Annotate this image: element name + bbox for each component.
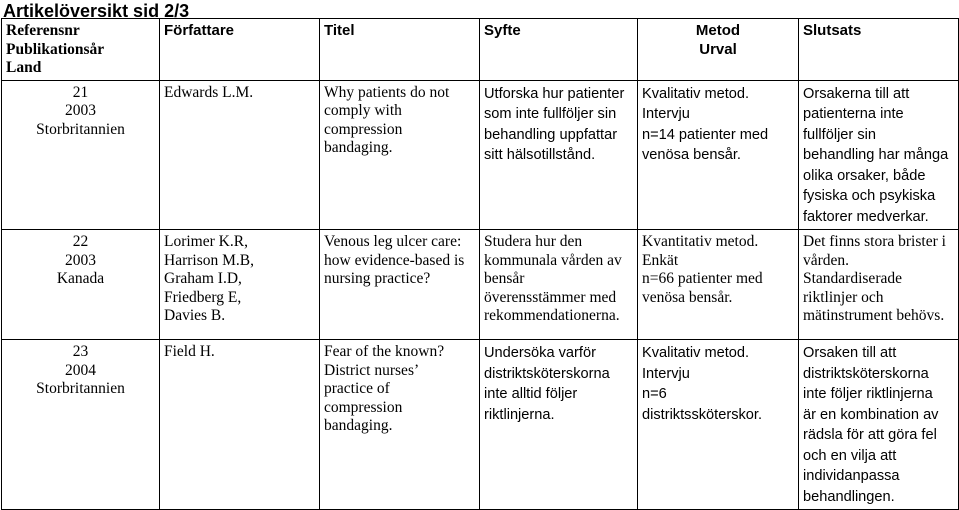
- cell-line: individanpassa: [803, 468, 900, 484]
- cell-line: rekommendationerna.: [484, 307, 620, 324]
- header-ref: [2, 19, 160, 81]
- cell-line: Orsaken till att: [803, 345, 897, 361]
- cell-line: Intervju: [642, 106, 690, 122]
- cell-method: [638, 340, 799, 510]
- cell-conclusion: [799, 230, 959, 340]
- cell-line: och en vilja att: [803, 447, 897, 464]
- cell-line: inte alltid följer: [484, 386, 578, 402]
- cell-line: bandaging.: [324, 417, 393, 434]
- cell-line: är en kombination av: [803, 406, 939, 423]
- cell-line: riktlinjer och: [803, 288, 884, 306]
- cell-line: som inte fullföljer sin: [484, 106, 617, 122]
- header-author: [160, 19, 320, 81]
- page-title: Artikelöversikt sid 2/3: [3, 1, 190, 21]
- cell-line: vården.: [803, 251, 850, 269]
- cell-line: Edwards L.M.: [164, 83, 254, 101]
- cell-purpose: [480, 80, 638, 230]
- cell-line: Harrison M.B,: [164, 251, 254, 269]
- header-method: [638, 19, 799, 81]
- cell-purpose: [480, 230, 638, 340]
- cell-line: behandlingen.: [803, 488, 895, 505]
- cell-line: venösa bensår.: [642, 147, 741, 163]
- cell-line: Field H.: [164, 343, 215, 360]
- cell-line: Kanada: [56, 270, 105, 287]
- cell-purpose: [480, 340, 638, 510]
- cell-line: practice of: [324, 380, 390, 397]
- cell-line: inte följer riktlinjerna: [803, 386, 933, 402]
- cell-method: [638, 230, 799, 340]
- cell-line: 21: [72, 83, 89, 101]
- header-purpose-label: Syfte: [484, 22, 521, 39]
- cell-line: Kvalitativ metod.: [642, 85, 750, 102]
- cell-line: faktorer medverkar.: [803, 208, 929, 225]
- cell-line: Standardiserade: [803, 270, 902, 287]
- cell-title: [320, 340, 480, 510]
- header-purpose: [480, 19, 638, 81]
- cell-line: Det finns stora brister i: [803, 233, 946, 250]
- cell-line: Lorimer K.R,: [164, 233, 248, 250]
- cell-line: 2004: [65, 361, 96, 379]
- cell-line: venösa bensår.: [642, 288, 733, 306]
- cell-line: how evidence-based is: [324, 251, 465, 269]
- cell-line: compression: [324, 398, 403, 416]
- cell-ref: [2, 340, 160, 510]
- cell-line: Enkät: [642, 251, 679, 269]
- cell-line: mätinstrument behövs.: [803, 307, 945, 324]
- cell-line: olika orsaker, både: [803, 167, 926, 184]
- cell-line: Storbritannien: [36, 380, 125, 397]
- cell-conclusion: [799, 340, 959, 510]
- cell-line: 2003: [65, 251, 96, 269]
- cell-author: [160, 340, 320, 510]
- cell-line: District nurses’: [324, 361, 420, 379]
- cell-line: sitt hälsotillstånd.: [484, 147, 596, 163]
- cell-line: riktlinjerna.: [484, 406, 555, 423]
- cell-line: compression: [324, 120, 403, 138]
- header-conclusion-label: Slutsats: [803, 22, 862, 39]
- cell-line: Orsakerna till att: [803, 85, 910, 102]
- cell-line: rädsla för att göra fel: [803, 427, 937, 443]
- cell-line: Kvantitativ metod.: [642, 233, 759, 250]
- cell-author: [160, 80, 320, 230]
- cell-line: Why patients do not: [324, 83, 450, 101]
- cell-line: behandling uppfattar: [484, 126, 618, 143]
- header-title-label: Titel: [324, 22, 355, 39]
- header-ref-line: Referensnr: [6, 22, 80, 39]
- cell-line: nursing practice?: [324, 270, 431, 287]
- cell-line: n=66 patienter med: [642, 270, 763, 287]
- header-author-label: Författare: [164, 22, 235, 39]
- cell-line: fullföljer sin: [803, 126, 876, 143]
- header-ref-line: Land: [6, 59, 42, 76]
- cell-line: överensstämmer med: [484, 288, 617, 306]
- cell-line: n=6: [642, 386, 667, 402]
- cell-title: [320, 80, 480, 230]
- table-header-row: [2, 19, 959, 81]
- cell-line: Undersöka varför: [484, 345, 596, 361]
- cell-line: patienterna inte: [803, 106, 904, 122]
- cell-line: Fear of the known?: [324, 343, 445, 360]
- cell-line: fysiska och psykiska: [803, 188, 936, 204]
- table-row: [2, 230, 959, 340]
- cell-line: 22: [72, 233, 89, 250]
- cell-line: Intervju: [642, 365, 690, 382]
- cell-line: Graham I.D,: [164, 270, 242, 287]
- header-title: [320, 19, 480, 81]
- cell-line: Storbritannien: [36, 120, 125, 138]
- cell-line: Studera hur den: [484, 233, 583, 250]
- cell-line: 2003: [65, 102, 96, 119]
- cell-line: Friedberg E,: [164, 288, 242, 306]
- cell-ref: [2, 80, 160, 230]
- cell-line: n=14 patienter med: [642, 126, 769, 143]
- cell-title: [320, 230, 480, 340]
- header-conclusion: [799, 19, 959, 81]
- cell-line: bensår: [484, 270, 525, 287]
- cell-line: Kvalitativ metod.: [642, 345, 750, 361]
- article-overview-table: [1, 18, 959, 510]
- cell-line: 23: [72, 343, 89, 360]
- cell-ref: [2, 230, 160, 340]
- cell-line: Utforska hur patienter: [484, 85, 625, 102]
- cell-line: kommunala vården av: [484, 251, 622, 269]
- header-method-line: Urval: [699, 40, 737, 58]
- cell-conclusion: [799, 80, 959, 230]
- cell-line: Venous leg ulcer care:: [324, 233, 462, 250]
- cell-line: distriktsköterskorna: [484, 365, 610, 382]
- cell-line: distriktsköterskorna: [803, 365, 929, 382]
- cell-line: Davies B.: [164, 307, 226, 324]
- cell-author: [160, 230, 320, 340]
- table-row: [2, 80, 959, 230]
- header-ref-line: Publikationsår: [6, 40, 105, 58]
- table-row: [2, 340, 959, 510]
- cell-line: behandling har många: [803, 147, 949, 163]
- cell-method: [638, 80, 799, 230]
- cell-line: distriktssköterskor.: [642, 406, 763, 423]
- cell-line: comply with: [324, 102, 402, 119]
- cell-line: bandaging.: [324, 139, 393, 156]
- header-method-line: Metod: [695, 22, 741, 39]
